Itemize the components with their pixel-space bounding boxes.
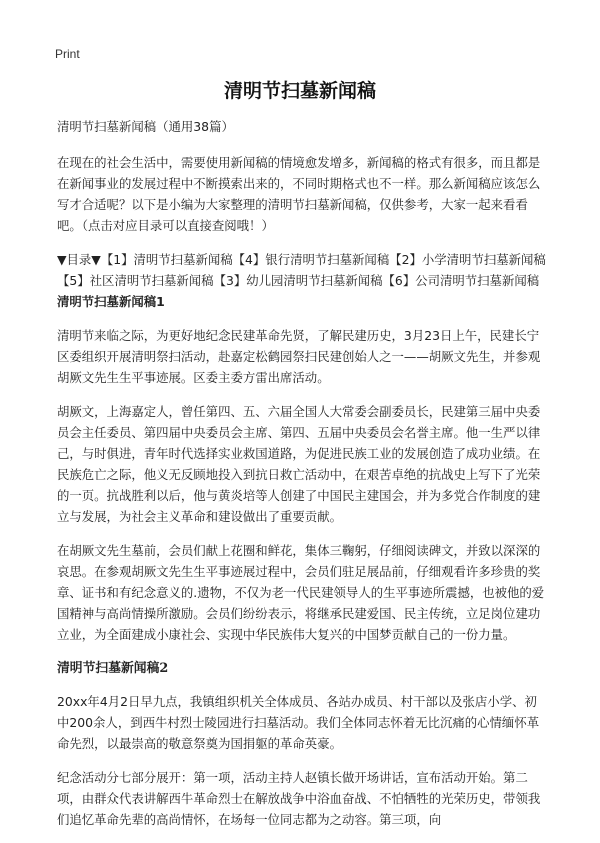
article-2-paragraph-1: 20xx年4月2日早九点，我镇组织机关全体成员、各站办成员、村干部以及张店小学、初中200余人，到西牛村烈士陵园进行扫墓活动。我们全体同志怀着无比沉痛的心情缅怀革命先烈，以最崇高的敬意祭奠为国捐躯的革命英豪。 <box>57 694 540 751</box>
article-subtitle: 清明节扫墓新闻稿（通用38篇） <box>57 119 234 134</box>
toc-item-4[interactable]: 【4】银行清明节扫墓新闻稿 <box>232 252 390 267</box>
article-2-paragraph-2: 纪念活动分七部分展开：第一项，活动主持人赵镇长做开场讲话，宣布活动开始。第二项，由群众代表讲解西牛革命烈士在解放战争中浴血奋战、不怕牺牲的光荣历史，带领我们追忆革命先辈的高尚情怀，在场每一位同志都为之动容。第三项，向 <box>57 770 541 827</box>
toc-item-1[interactable]: 【1】清明节扫墓新闻稿 <box>100 252 233 267</box>
toc-item-5[interactable]: 【5】社区清明节扫墓新闻稿 <box>57 273 214 288</box>
page-title: 清明节扫墓新闻稿 <box>223 80 376 102</box>
article-1-paragraph-2: 胡厥文，上海嘉定人，曾任第四、五、六届全国人大常委会副委员长，民建第三届中央委员会主任委员、第四届中央委员会主席、第四、五届中央委员会名誉主席。他一生严以律己，与时俱进，青年时代选择实业救国道路，为促进民族工业的发展创造了成功业绩。在民族危亡之际，他义无反顾地投入到抗日救亡活动中，在艰苦卓绝的抗战史上写下了光荣的一页。抗战胜利以后，他与黄炎培等人创建了中国民主建国会，并为多党合作制度的建立与发展，为社会主义革命和建设做出了重要贡献。 <box>57 404 541 524</box>
article-2-heading: 清明节扫墓新闻稿2 <box>57 661 169 676</box>
toc-prefix: ▼目录▼ <box>57 252 101 267</box>
toc-item-3[interactable]: 【3】幼儿园清明节扫墓新闻稿 <box>213 273 383 288</box>
toc-item-6[interactable]: 【6】公司清明节扫墓新闻稿 <box>382 273 540 288</box>
intro-paragraph: 在现在的社会生活中，需要使用新闻稿的情境愈发增多，新闻稿的格式有很多，而且都是在新闻事业的发展过程中不断摸索出来的，不同时期格式也不一样。那么新闻稿应该怎么写才合适呢？以下是小编为大家整理的清明节扫墓新闻稿，仅供参考，大家一起来看看吧。（点击对应目录可以直接查阅哦！） <box>57 155 541 233</box>
article-1-heading: 清明节扫墓新闻稿1 <box>57 294 165 309</box>
article-content <box>57 116 547 843</box>
table-of-contents <box>57 249 547 312</box>
article-1-paragraph-3: 在胡厥文先生墓前，会员们献上花圈和鲜花，集体三鞠躬，仔细阅读碑文，并致以深深的哀思。在参观胡厥文先生生平事迹展过程中，会员们驻足展品前，仔细观看许多珍贵的奖章、证书和有纪念意义的.遗物，不仅为老一代民建领导人的生平事迹所震撼，也被他的爱国精神与高尚情操所激励。会员们纷纷表示，将继承民建爱国、民主传统，立足岗位建功立业，为全面建成小康社会、实现中华民族伟大复兴的中国梦贡献自己的一份力量。 <box>57 543 545 642</box>
print-link[interactable]: Print <box>55 47 80 61</box>
toc-item-2[interactable]: 【2】小学清明节扫墓新闻稿 <box>389 252 546 267</box>
article-1-paragraph-1: 清明节来临之际，为更好地纪念民建革命先贤，了解民建历史，3月23日上午，民建长宁区委组织开展清明祭扫活动，赴嘉定松鹤园祭扫民建创始人之一——胡厥文先生，并参观胡厥文先生生平事迹展。区委主委方雷出席活动。 <box>57 328 541 385</box>
